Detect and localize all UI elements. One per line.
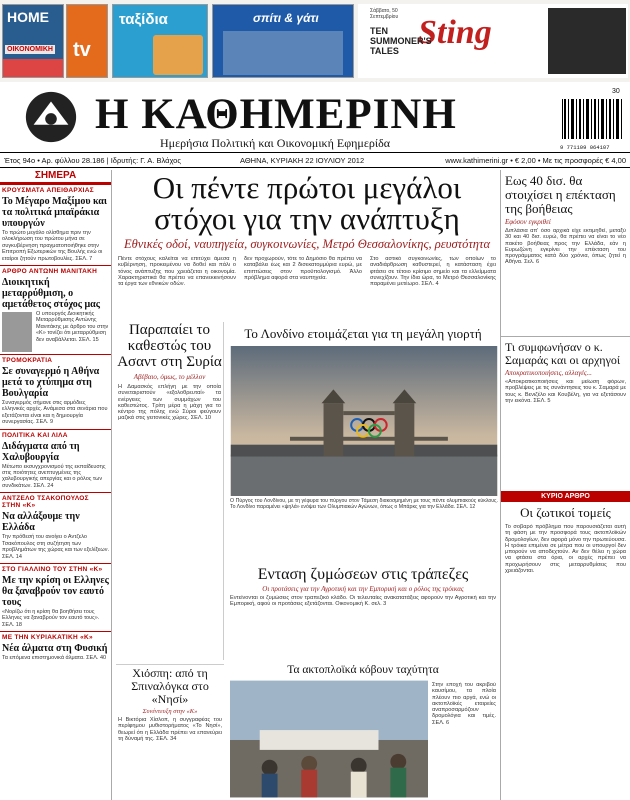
magazine-cover-spiti[interactable]: [212, 4, 354, 78]
samaras-text: «Αποκρατικοποιήσεις και μείωση φόρων, προβλέψεις με τις συνάντησεις του κ. Σαμαρά με τους κ. Βενιζέλο και Κουβέλη, για να εξετάσουν την εικόνα. ΣΕΛ. 5: [505, 379, 626, 404]
main-headline-line1: Οι πέντε πρώτοι μεγάλοι: [152, 170, 462, 205]
left-item-text: Το πρώτο μεγάλο ολίσθημα πριν την ολοκλήρωση του πρώτου μήνα σε συγκυβέρνηση πραγματοποιήθηκε στην Επιτροπή Εξωτερικών της Βουλής ενώ οι εταίροι ζητούν πρωτοβουλίες. ΣΕΛ. 7: [2, 230, 103, 262]
left-item-text: Τα επόμενα επιστημονικά άλματα. ΣΕΛ. 40: [2, 655, 107, 662]
main-headline[interactable]: [116, 172, 498, 234]
left-item-section: ΤΡΟΜΟΚΡΑΤΙΑ: [0, 354, 111, 366]
main-story-col1: Πέντε στόχους καλείται να επιτύχει άμεσα η κυβέρνηση, προκειμένου να δοθεί και πάλι ο τόνος ανάπτυξης που χρειάζεται η οικονομία. Χαρακτηριστικά θα πρέπει να επανεκκινήσουν τα έργα των εθνικών οδών.: [118, 256, 236, 288]
hislop-text: Η Βικτόρια Χίσλοπ, η συγγραφέας του περίφημου μυθιστορήματος «Το Νησί», θεωρεί ότι η Ελλάδα πρέπει να επανεύρει τη δύναμή της. ΣΕΛ. 34: [118, 717, 222, 742]
left-item-text: Συναγερμός σήμανε στις αρμόδιες ελληνικές αρχές. Ανάμεσα στα σενάρια που εξετάζονται είναι και η δημιουργία συνεργασίας. ΣΕΛ. 9: [2, 400, 108, 426]
ferries-photo: [230, 680, 428, 798]
banks-headline: Ενταση ζυμώσεων στις τράπεζες: [257, 566, 469, 583]
left-item-headline: Διοικητική μεταρρύθμιση, ο αμετάθετος στόχος μας: [2, 277, 100, 311]
left-item-headline: Διδάγματα από τη Χαλυβουργία: [2, 440, 80, 463]
aid-text: Διπλάσια απ' όσο αρχικά είχε εκτιμηθεί, μεταξύ 30 και 40 δισ. ευρώ, θα πρέπει να είναι το νέο πακέτο βοήθειας προς την Ελλάδα, εάν η Ευρωζώνη εγκρίνει την επέκταση του προγράμματος κατά δύο χρόνια, όπως ζητεί η Αθήνα. Σελ. 6: [505, 228, 626, 266]
left-column: [0, 170, 112, 800]
promo-strip: [0, 0, 630, 82]
sting-logo: Sting: [418, 14, 492, 51]
main-headline-line2: στόχοι για την ανάπτυξη: [154, 201, 460, 236]
barcode-number: 9 771109 064107: [560, 144, 610, 151]
banks-story[interactable]: [228, 566, 498, 631]
magazine-cover-taxidia[interactable]: [112, 4, 208, 78]
banks-subheadline: Οι προτάσεις για την Αγροτική και την Εμπορική και ο ρόλος της τρόικας: [262, 585, 464, 593]
sting-gift-label: Σάββατο, 50 Σεπτεμβρίου: [370, 8, 399, 20]
magazine-oikonomiki-title: ΟΙΚΟΝΟΜΙΚΗ: [7, 46, 53, 53]
samaras-subheadline: Αποκρατικοποιήσεις, αλλαγές...: [505, 369, 592, 377]
magazine-home-title: HOME: [7, 9, 49, 25]
left-item[interactable]: [0, 184, 111, 265]
left-item-headline: Να αλλάξουμε την Ελλάδα: [2, 511, 80, 534]
left-item-headline: Το Μέγαρο Μαξίμου και τα πολιτικά μπαϊράκια υπουργών: [2, 196, 107, 229]
left-item-section: ΣΤΟ ΓΙΑΛΛΙΝΟ ΤΟΥ ΣΤΗΝ «Κ»: [0, 563, 111, 575]
masthead-subtitle: Ημερήσια Πολιτική και Οικονομική Εφημερίδα: [160, 136, 391, 150]
main-story-col3: Στο αστικό συγκοινωνίες, των οποίων το αναδιάρθρωση καθυστερεί, η κατάσταση έχει φτάσει σε τέτοιο κρίσιμο σημείο και τα ελλείμματα συνεχίζουν. Την ίδια ώρα, το Μετρό Θεσσαλονίκης παραμένει μετέωρο. ΣΕΛ. 4: [370, 256, 496, 288]
aid-headline: Εως 40 δισ. θα στοιχίσει η επέκταση της βοήθειας: [505, 173, 616, 216]
left-item-text: «Νορίζω ότι η κρίση θα βοηθήσει τους Ελληνες να ξαναβρούν τον εαυτό τους». ΣΕΛ. 18: [2, 608, 100, 628]
aid-subheadline: Εφόσον εγκριθεί: [505, 218, 551, 226]
editorial-label: ΚΥΡΙΟ ΑΡΘΡΟ: [501, 491, 630, 502]
editorial-text: Το σοβαρό πρόβλημα που παρουσιάζεται αυτή τη φάση με την προσφορά τους ακτοπλοϊκών δρομολογίων, δεν αφορά μόνο την πρωτεύουσα. Η τρόικα επιμένει σε μέτρα που οι υπουργοί δεν μπορούν να αποδεχτούν. Αν δεν θέλει η χώρα να φτάσει στα όρια, οι αρχές πρέπει να προχωρήσουν στις μεταρρυθμίσεις που χρειάζονται.: [505, 524, 626, 575]
samaras-headline: Τι συμφωνήσαν ο κ. Σαμαράς και οι αρχηγοί: [505, 340, 621, 367]
ferries-text: Στην εποχή του ακριβού καυσίμου, τα πλοία πλέουν πιο αργά, ενώ οι ακτοπλοϊκές εταιρείες αναπροσαρμόζουν δρομολόγια και τιμές. ΣΕΛ. 6: [432, 682, 496, 726]
left-item[interactable]: [0, 631, 111, 664]
aid-story[interactable]: [501, 170, 630, 328]
today-label: ΣΗΜΕΡΑ: [0, 170, 111, 184]
dateline: [0, 152, 630, 168]
hermes-logo-icon: [22, 88, 80, 146]
syria-subheadline: Αβέβαιο, όμως, το μέλλον: [133, 373, 206, 381]
right-column: [500, 170, 630, 800]
dateline-center: ΑΘΗΝΑ, ΚΥΡΙΑΚΗ 22 ΙΟΥΛΙΟΥ 2012: [240, 156, 365, 165]
left-item-section: ΑΡΘΡΟ ΑΝΤΩΝΗ ΜΑΝΙΤΑΚΗ: [0, 265, 111, 277]
left-item[interactable]: [0, 354, 111, 429]
hislop-subheadline: Συνέντευξη στην «Κ»: [142, 708, 198, 715]
left-item-section: ΑΝΤΖΕΛΟ ΤΣΑΚΟΠΟΥΛΟΣ ΣΤΗΝ «Κ»: [0, 492, 111, 511]
left-item[interactable]: [0, 265, 111, 354]
magazine-spiti-title: σπίτι & γάτι: [253, 11, 319, 25]
left-item[interactable]: [0, 563, 111, 631]
syria-text: Η Δαμασκός επλήγη με την οποία συνεταιριστούν «εξολοθρευταί» τα ενέργειες των συμμάχων του καθεστώτος. Τρίτη μέρα η μάχη για το κέντρο της πόλης ενώ Σύροι φεύγουν μαζικά στις γειτονικές χώρες. ΣΕΛ. 10: [118, 384, 221, 422]
left-item-section: ΜΕ ΤΗΝ ΚΥΡΙΑΚΑΤΙΚΗ «Κ»: [0, 631, 111, 643]
issue-number: 30: [612, 88, 620, 95]
main-subheadline: Εθνικές οδοί, ναυπηγεία, συγκοινωνίες, Μετρό Θεσσαλονίκης, ρευστότητα: [123, 237, 491, 251]
left-item-text: Ο υπουργός Διοικητικής Μεταρρύθμισης Αντώνης Μανιτάκης με άρθρο του στην «Κ» τονίζει ότι μεταρρύθμιση δεν αναβάλλεται. ΣΕΛ. 15: [36, 311, 109, 343]
london-headline: Το Λονδίνο ετοιμάζεται για τη μεγάλη γιορτή: [244, 326, 482, 341]
sting-album-line3: TALES: [370, 46, 399, 56]
author-photo: [2, 312, 32, 352]
editorial[interactable]: [501, 491, 630, 714]
left-item[interactable]: [0, 492, 111, 563]
hislop-story[interactable]: [116, 664, 224, 800]
ferries-headline: Τα ακτοπλοϊκά κόβουν ταχύτητα: [287, 664, 439, 676]
left-item-section: ΚΡΟΥΣΜΑΤΑ ΑΠΕΙΘΑΡΧΙΑΣ: [0, 184, 111, 196]
left-item-headline: Νέα άλματα στη Φυσική: [2, 643, 108, 655]
main-story-col2: δεν προχωρούν, τότε το Δημόσιο θα πρέπει να καταβάλει έως και 2 δισεκατομμύρια ευρώ, με επιπτώσεις στον προϋπολογισμό. Άλλο πρόβλημα αφορά στα ναυπηγεία.: [244, 256, 362, 281]
syria-story[interactable]: [116, 322, 224, 660]
banks-text: Εντείνονται οι ζυμώσεις στον τραπεζικό κλάδο. Οι τελευταίες ανακατατάξεις αφορούν την Αγροτική και την Εμπορική, αφού οι προτάσεις εξετάζονται. Οικονομική Κ. σελ. 3: [230, 595, 496, 608]
syria-headline: Παραπαίει το καθεστώς του Ασαντ στη Συρία: [117, 322, 222, 370]
left-item-headline: Με την κρίση οι Ελληνες θα ξαναβρούν τον εαυτό τους: [2, 574, 109, 608]
masthead-logo: Η ΚΑΘΗΜΕΡΙΝΗ: [95, 91, 457, 138]
samaras-story[interactable]: [501, 336, 630, 475]
magazine-taxidia-title: ταξίδια: [119, 11, 168, 28]
left-item-text: Μέτωπο εκσυγχρονισμού της εκπαίδευσης στις ποιότητες ανεπτυγμένες της χαλυβουργικής απεργίας και ο ρόλος των συνδικάτων. ΣΕΛ. 24: [2, 463, 106, 489]
dateline-right: www.kathimerini.gr • € 2,00 • Με τις προσφορές € 4,00: [445, 156, 626, 165]
editorial-headline: Οι ζωτικοί τομείς: [520, 505, 611, 520]
left-item-text: Την πρόθεσή του ανοίγει ο Αντζελο Τσακόπουλος στη συζήτηση των προβλημάτων της χώρας και των εξελίξεων. ΣΕΛ. 14: [2, 534, 110, 560]
barcode-icon: [560, 92, 624, 152]
sting-album-line1: TEN: [370, 26, 388, 36]
dateline-left: Έτος 94ο • Αρ. φύλλου 28.186 | Ιδρυτής: Γ. Α. Βλάχος: [4, 156, 181, 165]
magazine-cover-tv[interactable]: tv: [66, 4, 108, 78]
magazine-cover-home[interactable]: [2, 4, 64, 78]
sting-album-line2: SUMMONER'S: [370, 36, 432, 46]
sting-promo[interactable]: [358, 4, 628, 78]
left-item-headline: Σε συναγερμό η Αθήνα μετά το χτύπημα στη Βουλγαρία: [2, 366, 100, 400]
london-tower-bridge-photo: [230, 346, 498, 496]
hislop-headline: Χιόσπη: από τη Σπιναλόγκα στο «Νησί»: [131, 666, 209, 706]
left-item-section: ΠΟΛΙΤΙΚΑ ΚΑΙ ΛΙΛΑ: [0, 429, 111, 441]
london-caption: Ο Πύργος του Λονδίνου, με τη γέφυρα του πύργου στον Τάμεση διακοσμημένη με τους πέντε ολυμπιακούς κύκλους. Το Λονδίνο παραμένει «ψηλά» ενόψει των Ολυμπιακών Αγώνων, όπως ο Μπάρκς για την Ελλάδα. ΣΕΛ. 12: [230, 498, 498, 510]
left-item[interactable]: [0, 429, 111, 493]
